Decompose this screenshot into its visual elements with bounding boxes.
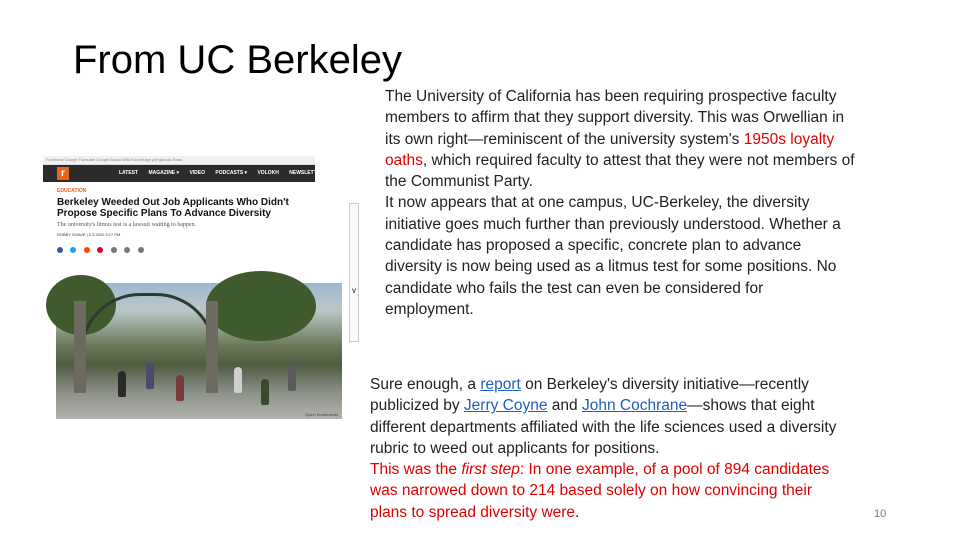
gate-pillar (206, 301, 218, 393)
nav-item: NEWSLETTERS (289, 170, 328, 176)
article-byline: ROBBY SOAVE | 2.3.2020 3:17 PM (57, 232, 121, 237)
article-headline: Berkeley Weeded Out Job Applicants Who Didn't Propose Specific Plans To Advance Diversity (57, 197, 289, 219)
nav-item: PODCASTS ▾ (215, 170, 248, 176)
reddit-icon (84, 247, 90, 253)
red-text: This was the (370, 461, 462, 479)
bookmarks-bar: Facebook Google Translate Google Books Wiki Knowledge pdf gbooks Reas (43, 156, 315, 165)
nav-item: VIDEO (189, 170, 205, 176)
article-dek: The university's litmus test is a lawsuit waiting to happen. (57, 222, 197, 228)
loyalty-oaths-highlight: 1950s loyalty oaths (385, 130, 835, 169)
campus-photo (56, 283, 342, 419)
facebook-icon (57, 247, 63, 253)
print-icon (124, 247, 130, 253)
person-figure (146, 363, 154, 389)
site-navbar (43, 165, 355, 182)
person-figure (176, 375, 184, 401)
nav-item: VOLOKH (257, 170, 279, 176)
twitter-icon (70, 247, 76, 253)
reason-logo: r (57, 167, 69, 180)
nav-item: MAGAZINE ▾ (148, 170, 180, 176)
flipboard-icon (97, 247, 103, 253)
slide-title: From UC Berkeley (73, 38, 402, 82)
nav-menu (119, 165, 364, 182)
page-number: 10 (874, 508, 887, 520)
body-text: Sure enough, a (370, 376, 481, 393)
nav-item: DONAT (337, 170, 355, 176)
quote-paragraph-1 (385, 86, 855, 192)
quote-block (385, 86, 855, 320)
body-text: on Berkeley's diversity initiative—recently publicized by (370, 376, 809, 415)
first-step-emphasis: first step (461, 461, 520, 479)
section-label: EDUCATION (57, 188, 87, 194)
quote-text: , which required faculty to attest that they were not members of the Communist Party. (385, 151, 855, 191)
email-icon (111, 247, 117, 253)
quote-paragraph-2: It now appears that at one campus, UC-Berkeley, the diversity initiative goes much further than previously understood. Whether a candidate has proposed a specific, concrete plan to advance diversity is now being used as a litmus test for some positions. No candidate who fails the test can even be considered for employment. (385, 194, 841, 318)
person-figure (118, 371, 126, 397)
article-screenshot (43, 156, 357, 420)
jerry-coyne-link[interactable]: Jerry Coyne (463, 397, 548, 415)
share-icons (57, 240, 315, 248)
report-link[interactable]: report (480, 376, 521, 393)
person-figure (261, 379, 269, 405)
report-text (370, 374, 850, 459)
person-figure (234, 367, 242, 393)
period: . (575, 503, 580, 521)
photo-credit: Quinn Bordenwald (305, 412, 338, 417)
quote-text: The University of California has been requiring prospective faculty members to affirm that they support diversity. This was Orwellian in its own right—reminiscent of the university system's (385, 88, 845, 148)
sidebar-letter: V (352, 289, 357, 295)
first-step-text (370, 459, 850, 523)
report-paragraph (370, 374, 850, 523)
link-icon (138, 247, 144, 253)
body-text: —shows that eight different departments affiliated with the life sciences used a diversity rubric to weed out applicants for positions. (370, 397, 837, 457)
tree-shape (206, 271, 316, 341)
article-body (43, 188, 315, 248)
body-text: and (547, 397, 582, 415)
sidebar-fragment (349, 203, 359, 342)
nav-item: LATEST (119, 170, 139, 176)
red-text: : In one example, of a pool of 894 candidates was narrowed down to 214 based solely on how convincing their plans to spread diversity were (370, 461, 830, 521)
person-figure (288, 365, 296, 391)
john-cochrane-link[interactable]: John Cochrane (581, 397, 688, 415)
gate-pillar (74, 301, 86, 393)
